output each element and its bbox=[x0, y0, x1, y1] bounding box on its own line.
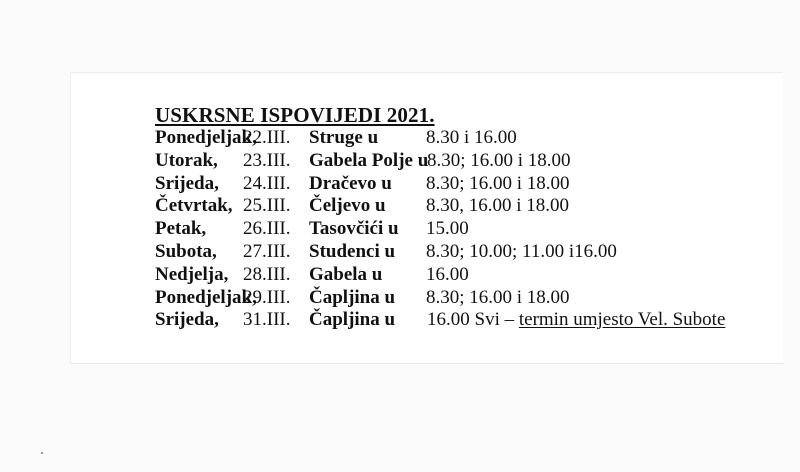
row-date: 27.III. bbox=[243, 240, 291, 262]
row-time: 8.30; 16.00 i 18.00 bbox=[426, 172, 570, 194]
row-time: 8.30; 16.00 i 18.00 bbox=[426, 286, 570, 308]
row-day: Srijeda, bbox=[155, 172, 219, 194]
row-time: 8.30; 16.00 i 18.00 bbox=[427, 149, 571, 171]
row-time-value: 16.00 Svi – bbox=[427, 309, 519, 331]
row-day: Nedjelja, bbox=[155, 263, 229, 285]
schedule-row bbox=[155, 150, 775, 173]
notice-paper bbox=[70, 72, 783, 364]
row-date: 22.III. bbox=[243, 127, 291, 148]
row-day: Ponedjeljak, bbox=[155, 127, 257, 148]
row-time: 16.00 bbox=[426, 263, 469, 285]
row-date: 31.III. bbox=[243, 309, 291, 331]
schedule-row bbox=[155, 195, 775, 218]
schedule-row bbox=[155, 127, 775, 150]
row-time: 15.00 bbox=[426, 218, 469, 240]
row-time: 8.30; 10.00; 11.00 i16.00 bbox=[426, 240, 617, 262]
row-place: Dračevo u bbox=[309, 172, 392, 194]
row-date: 29.III. bbox=[243, 286, 291, 308]
row-time bbox=[427, 309, 725, 332]
row-date: 26.III. bbox=[243, 218, 291, 240]
row-place: Studenci u bbox=[309, 240, 396, 262]
row-date: 24.III. bbox=[243, 172, 291, 194]
schedule-row bbox=[155, 264, 775, 287]
schedule-row bbox=[155, 173, 775, 196]
row-date: 23.III. bbox=[243, 149, 291, 171]
row-place: Čeljevo u bbox=[309, 195, 386, 217]
row-day: Utorak, bbox=[155, 149, 218, 171]
row-day: Petak, bbox=[155, 218, 207, 240]
row-day: Subota, bbox=[155, 240, 217, 262]
row-place: Čapljina u bbox=[309, 309, 396, 331]
schedule-row bbox=[155, 287, 775, 310]
row-date: 25.III. bbox=[243, 195, 291, 217]
schedule-row bbox=[155, 309, 775, 332]
schedule-row bbox=[155, 218, 775, 241]
row-date: 28.III. bbox=[243, 263, 291, 285]
row-place: Tasovčići u bbox=[309, 218, 399, 240]
row-day: Četvrtak, bbox=[155, 195, 233, 217]
row-note: termin umjesto Vel. Subote bbox=[518, 309, 726, 331]
row-time: 8.30 i 16.00 bbox=[426, 127, 517, 148]
row-time: 8.30, 16.00 i 18.00 bbox=[426, 195, 570, 217]
schedule-list bbox=[155, 127, 775, 332]
row-day: Ponedjeljak, bbox=[155, 286, 257, 308]
schedule-row bbox=[155, 241, 775, 264]
row-place: Čapljina u bbox=[309, 286, 396, 308]
row-place: Struge u bbox=[309, 127, 379, 148]
row-day: Srijeda, bbox=[155, 309, 219, 331]
notice-title: USKRSNE ISPOVIJEDI 2021. bbox=[155, 103, 435, 127]
row-place: Gabela u bbox=[309, 263, 383, 285]
row-place: Gabela Polje u bbox=[309, 149, 429, 171]
scan-speck bbox=[41, 452, 43, 454]
